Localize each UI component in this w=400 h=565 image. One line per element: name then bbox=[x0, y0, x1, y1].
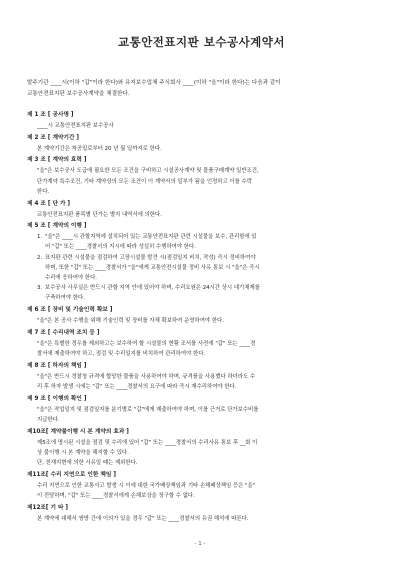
article-text-line: "을"은 작업일지 및 점검일지를 분기별로 "갑"에게 제출하여야 하며, 이를 근거로 단가보수비를 bbox=[37, 406, 259, 413]
document-title: 교통안전표지판 보수공사계약서 bbox=[117, 35, 286, 49]
article-text-line: 본 계약에 대해서 쌍방 간에 이의가 있을 경우 "갑" 또는 ____경찰서의 유권 해석에 따른다. bbox=[37, 515, 249, 522]
article-heading: 제 2 조 [ 계약기간 ] bbox=[27, 134, 80, 141]
article-heading: 제 8 조 [ 하자의 책임 ] bbox=[27, 362, 87, 369]
item-number: 2. bbox=[37, 254, 43, 261]
item-text: 구축하여야 한다. bbox=[45, 295, 85, 302]
article-text-line: 한다. bbox=[37, 188, 50, 195]
article-text-line: 교통안전표지판 품목별 단가는 별지 내역서에 의한다. bbox=[37, 211, 162, 218]
numbered-item-line bbox=[27, 242, 376, 252]
article-heading: 제12조[ 기 타 ] bbox=[27, 504, 69, 511]
numbered-item-line bbox=[27, 253, 376, 263]
item-text: 하며, 또한 "갑" 또는 ____경찰서가 "을"에게 교통안전시설물 정비 사유 통보 시 "을"은 즉시 bbox=[45, 264, 260, 271]
article-text-line: 단가계약 특수조건, 기타 계약상의 모든 조건이 이 계약서의 일부가 됨을 인정하고 이를 수락 bbox=[37, 178, 252, 185]
article-list bbox=[27, 110, 376, 524]
contract-article bbox=[27, 155, 376, 197]
item-text: 수리에 응하여야 한다. bbox=[45, 275, 98, 282]
contract-article bbox=[27, 394, 376, 425]
article-heading: 제 5 조 [ 계약의 이행 ] bbox=[27, 223, 87, 230]
intro-line: 발주기관 ____시(이하 "갑"이라 한다)와 유지보수업체 주식회사 ____(이하 "을"이라 한다)는 다음과 같이 bbox=[27, 80, 281, 86]
item-number bbox=[37, 273, 45, 283]
article-heading: 제 3 조 [ 계약의 효력 ] bbox=[27, 157, 87, 164]
article-text-line: "을"은 특별한 경우를 제외하고는 보수하여 할 시설물의 현황 조서를 사전에 "갑" 또는 ____경 bbox=[37, 340, 256, 347]
article-text-line: 제5조에 명시된 시설을 점검 및 수리에 있어 "갑" 또는 ____경찰서의 수리사유 통보 후 __회 이 bbox=[37, 439, 258, 446]
numbered-item-line bbox=[27, 273, 376, 283]
item-text: "을"은 ____시 관할지역에 설치되어 있는 교통안전표지판 관련 시설물을 보수, 관리함에 있 bbox=[45, 234, 257, 241]
item-number bbox=[37, 263, 45, 273]
contract-article bbox=[27, 470, 376, 501]
article-heading: 제11조[ 수리 지연으로 인한 책임 ] bbox=[27, 471, 116, 478]
article-text-line: 리 후 하자 발생 시에는 "갑" 또는 ____경찰서의 요구에 따라 즉시 재수리하여야 한다. bbox=[37, 383, 237, 390]
article-heading: 제 1 조 [ 공사명 ] bbox=[27, 112, 74, 118]
contract-article bbox=[27, 328, 376, 359]
numbered-item-line bbox=[27, 232, 376, 242]
article-heading: 제10조[ 계약불이행 시 본 계약의 효과 ] bbox=[27, 428, 129, 435]
item-text: 표지판 관련 시설물을 점검하여 고장시설물 발견 시(점검일지 비치, 작성) 즉시 정비하여야 bbox=[45, 254, 256, 261]
intro-paragraph bbox=[27, 78, 376, 100]
numbered-item-line bbox=[27, 293, 376, 303]
article-text-line: ____시 교통안전표지판 보수공사 bbox=[37, 123, 114, 129]
item-number bbox=[37, 293, 45, 303]
item-text: 보수공사 사무실은 반드시 관할 지역 안에 있어야 하며, 수리요원은 24시간 상시 대기체제를 bbox=[45, 285, 260, 292]
article-text-line: 단, 천재지변에 의한 사유일 때는 제외한다. bbox=[37, 459, 138, 466]
article-text-line: 지급한다. bbox=[37, 416, 60, 423]
item-number: 1. bbox=[37, 234, 43, 241]
intro-line: 교통안전표지판 보수공사계약을 체결한다. bbox=[27, 91, 130, 97]
article-text-line: 수리 지연으로 인한 교통사고 발생 시 이에 대한 국가배상책임과 기타 손해배상책임 등은 "을" bbox=[37, 482, 256, 489]
article-heading: 제 9 조 [ 이행의 확인 ] bbox=[27, 395, 87, 402]
item-text: 어 "갑" 또는 ____경찰서의 지시에 따라 성실히 수행하여야 한다. bbox=[45, 244, 196, 251]
article-heading: 제 7 조 [ 수리내역 조치 등 ] bbox=[27, 329, 100, 336]
article-text-line: 본 계약기간은 착공일로부터 20 년 월 일까지로 한다. bbox=[37, 145, 162, 152]
contract-article bbox=[27, 133, 376, 154]
contract-article bbox=[27, 503, 376, 524]
article-text-line: "을"은 반드시 경찰청 규격에 합당한 물품을 사용하여야 하며, 규격품을 사용했다 하더라도 수 bbox=[37, 373, 256, 380]
numbered-item-line bbox=[27, 283, 376, 293]
article-text-line: "을"은 보수공사 도급에 필요한 모든 조건을 구비하고 시설공사계약 및 물품구매계약 일반조건, bbox=[37, 168, 259, 175]
article-heading: 제 4 조 [ 단 가 ] bbox=[27, 200, 71, 207]
article-heading: 제 6 조 [ 장비 및 기술인력 확보 ] bbox=[27, 307, 113, 314]
page-number: - 1 - bbox=[194, 541, 206, 547]
numbered-item-line bbox=[27, 263, 376, 273]
article-text-line: 상 불이행 시 본 계약을 해지할 수 있다. bbox=[37, 449, 129, 456]
contract-article bbox=[27, 199, 376, 220]
item-number bbox=[37, 242, 45, 252]
contract-article bbox=[27, 361, 376, 392]
item-number: 3. bbox=[37, 285, 43, 292]
article-text-line: "을"은 본 공사 수행을 위해 기술인력 및 장비를 자체 확보하여 운영하여야 한다. bbox=[37, 318, 224, 325]
article-text-line: 이 전담하며, "갑" 또는 ____경찰서에게 손해보상을 청구할 수 없다. bbox=[37, 492, 195, 499]
article-text-line: 찰서에 제출하여야 하고, 점검 및 수리일지를 비치하여 관리하여야 한다. bbox=[37, 351, 206, 358]
contract-article bbox=[27, 305, 376, 326]
contract-article bbox=[27, 427, 376, 469]
contract-article bbox=[27, 110, 376, 131]
contract-article bbox=[27, 221, 376, 303]
